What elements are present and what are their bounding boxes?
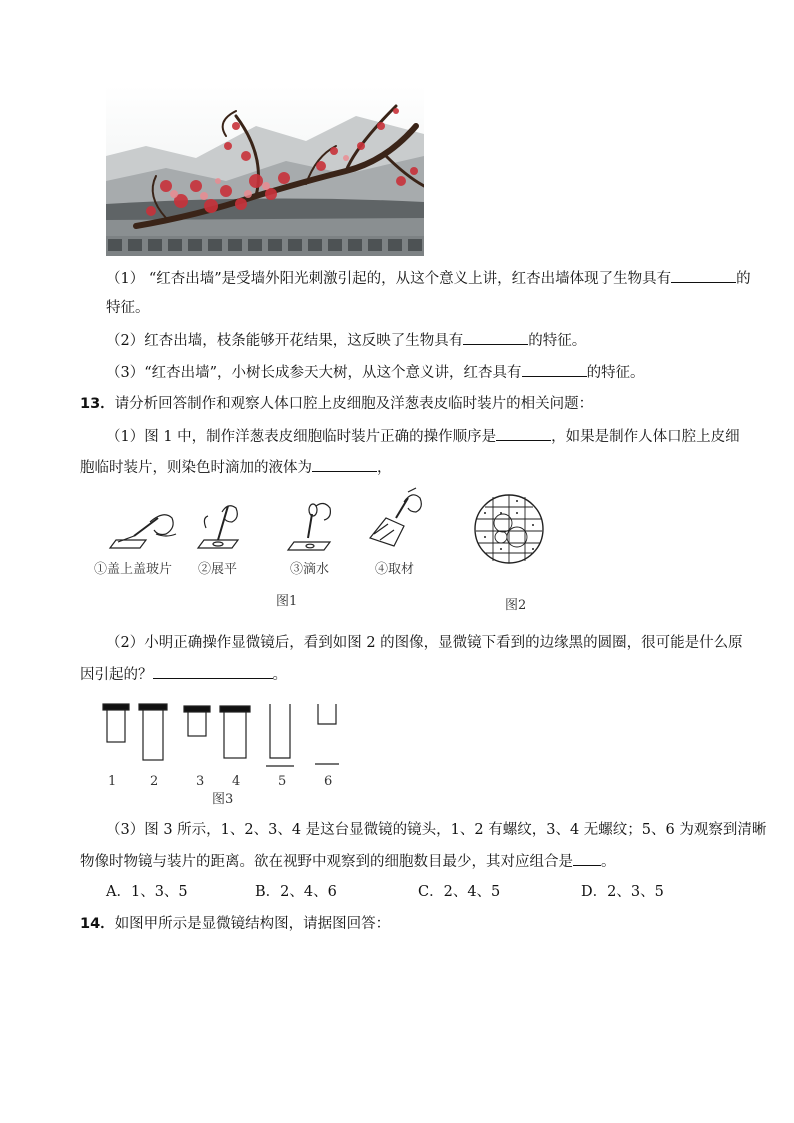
drip-water-step-icon	[288, 503, 330, 550]
q13-sub1-line1: （1）图 1 中，制作洋葱表皮细胞临时装片正确的操作顺序是 ，如果是制作人体口腔上皮细	[106, 426, 740, 447]
fig1-step-2-label: ②展平	[198, 562, 238, 577]
option-a[interactable]: A．1、3、5	[106, 884, 188, 900]
cover-slip-step-icon	[110, 515, 176, 548]
flatten-step-icon	[198, 506, 238, 548]
plum-blossom-painting	[106, 86, 424, 256]
q14-stem: 14．如图甲所示是显微镜结构图，请据图回答：	[80, 916, 391, 932]
fig2-caption: 图2	[505, 598, 527, 613]
fig1-step-1-label: ①盖上盖玻片	[94, 562, 173, 577]
answer-blank[interactable]	[573, 851, 601, 866]
fig2-microscope-view-icon	[473, 493, 545, 565]
fig1-step-3-label: ③滴水	[290, 562, 330, 577]
q13-stem: 13．请分析回答制作和观察人体口腔上皮细胞及洋葱表皮临时装片的相关问题：	[80, 396, 594, 412]
option-c[interactable]: C．2、4、5	[418, 884, 501, 900]
fig1-steps-drawing	[106, 488, 446, 558]
q13-sub1-line2: 胞临时装片，则染色时滴加的液体为 ，	[80, 457, 392, 478]
answer-blank[interactable]	[153, 664, 273, 679]
q13-sub2-line2: 因引起的？ 。	[80, 664, 287, 685]
q12-sub2: （2）红杏出墙，枝条能够开花结果，这反映了生物具有 的特征。	[106, 330, 586, 351]
fig3-number-3: 3	[196, 774, 205, 789]
answer-blank[interactable]	[496, 426, 551, 441]
fig1-caption: 图1	[276, 594, 298, 609]
fig3-lenses-drawing	[100, 700, 350, 770]
answer-blank[interactable]	[522, 362, 587, 377]
fig3-number-1: 1	[108, 774, 117, 789]
q12-sub1-line2: 特征。	[106, 300, 150, 316]
option-d[interactable]: D．2、3、5	[581, 884, 664, 900]
q12-sub1-line1: （1） “红杏出墙”是受墙外阳光刺激引起的，从这个意义上讲，红杏出墙体现了生物具有 的	[106, 268, 751, 289]
fig3-number-5: 5	[278, 774, 287, 789]
answer-blank[interactable]	[463, 330, 528, 345]
take-material-step-icon	[370, 488, 421, 546]
option-b[interactable]: B．2、4、6	[255, 884, 337, 900]
fig3-number-6: 6	[324, 774, 333, 789]
fig1-step-4-label: ④取材	[375, 562, 415, 577]
q13-sub3-line2: 物像时物镜与装片的距离。欲在视野中观察到的细胞数目最少，其对应组合是 。	[80, 851, 616, 872]
answer-blank[interactable]	[671, 268, 736, 283]
fig3-number-4: 4	[232, 774, 241, 789]
answer-blank[interactable]	[312, 457, 377, 472]
q13-sub3-line1: （3）图 3 所示，1、2、3、4 是这台显微镜的镜头，1、2 有螺纹，3、4 无螺纹；5、6 为观察到清晰	[106, 822, 767, 838]
q12-sub3: （3）“红杏出墙”，小树长成参天大树，从这个意义讲，红杏具有 的特征。	[106, 362, 645, 383]
fig3-number-2: 2	[150, 774, 159, 789]
fig3-caption: 图3	[212, 792, 234, 807]
q13-sub2-line1: （2）小明正确操作显微镜后，看到如图 2 的图像，显微镜下看到的边缘黑的圆圈，很可能是什么原	[106, 635, 743, 651]
plum-blossom-over-wall-painting-icon	[106, 86, 424, 256]
